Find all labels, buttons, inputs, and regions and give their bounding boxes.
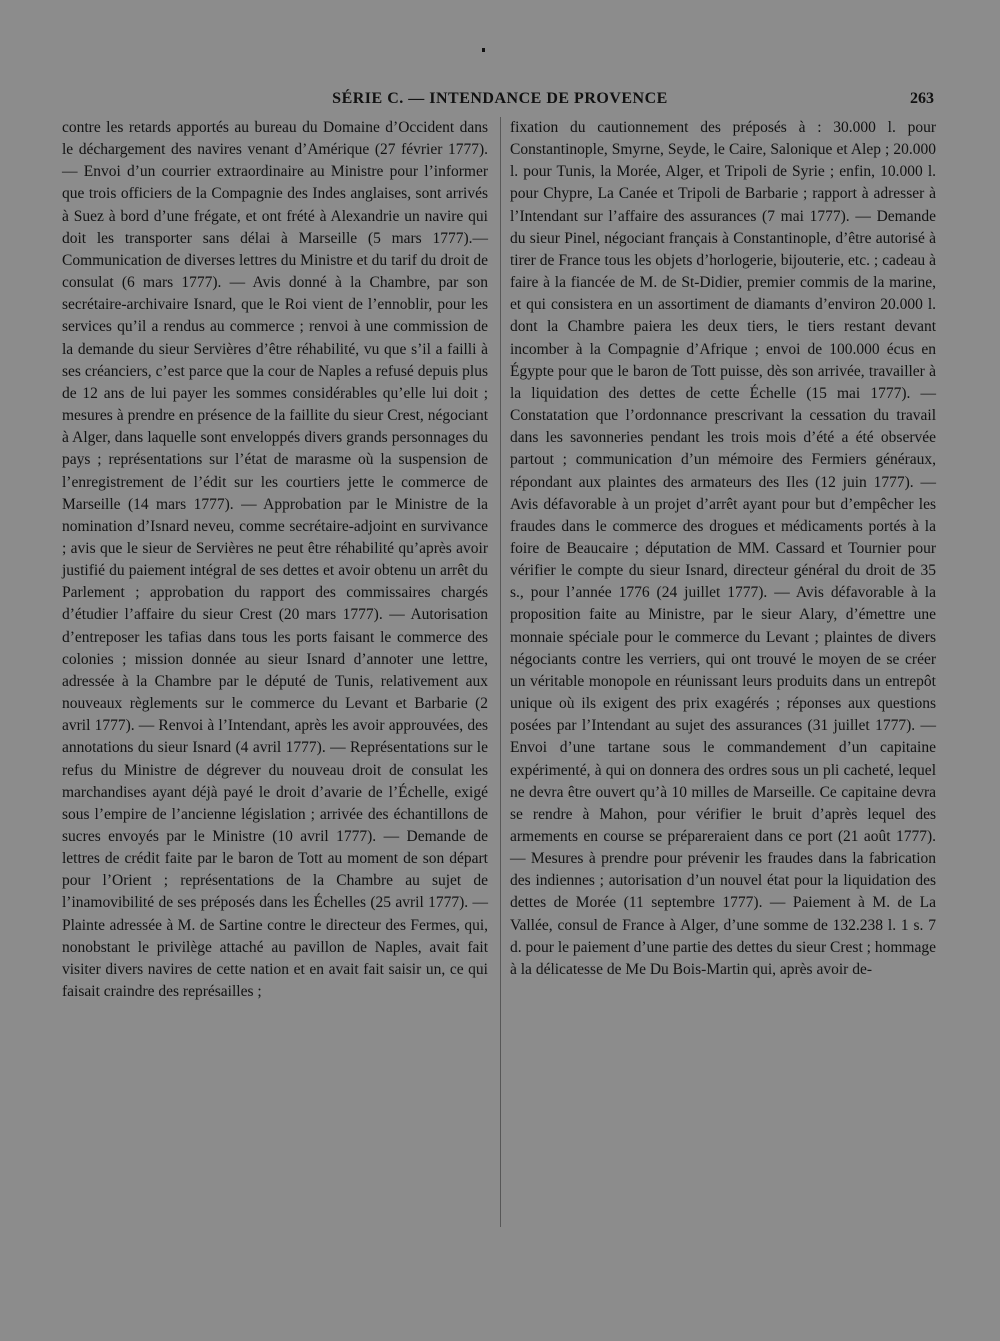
text-column-right: fixation du cautionnement des préposés à : 30.000 l. pour Constantinople, Smyrne, Seyde, le Caire, Salonique et Alep ; 20.000 l. pour Tunis, la Morée, Alger, et Tripoli de Syrie ; enfin, 10.000 l. pour Chypre, La Canée et Tripoli de Barbarie ; rapport à adresser à l’Intendant sur l’affaire des assurances (7 mai 1777). — Demande du sieur Pinel, négociant français à Constantinople, d’être autorisé à tirer de France tous les objets d’horlogerie, bijouterie, etc. ; cadeau à faire à la fiancée de M. de St-Didier, premier commis de la marine, et qui consistera en un assortiment de diamants d’environ 20.000 l. dont la Chambre paiera les deux tiers, le tiers restant devant incomber à la Compagnie d’Afrique ; envoi de 100.000 écus en Égypte pour que le baron de Tott puisse, dès son arrivée, travailler à la liquidation des dettes de cette Échelle (15 mai 1777). — Constatation que l’ordonnance prescrivant la cessation du travail dans les savonneries pendant les trois mois d’été a été observée partout ; communication d’un mémoire des Fermiers généraux, répondant aux plaintes des armateurs des Iles (12 juin 1777). — Avis défavorable à un projet d’arrêt ayant pour but d’empêcher les fraudes dans le commerce des drogues et médicaments portés à la foire de Beaucaire ; députation de MM. Cassard et Tournier pour vérifier le compte du sieur Isnard, directeur général du droit de 35 s., pour l’année 1776 (24 juillet 1777). — Avis défavorable à la proposition faite au Ministre, par le sieur Alary, d’émettre une monnaie spéciale pour le commerce du Levant ; plaintes de divers négociants contre les verriers, qui ont trouvé le moyen de se créer un véritable monopole en réunissant leurs produits dans un entrepôt unique où ils exigent des prix exagérés ; réponses aux questions posées par l’Intendant au sujet des assurances (31 juillet 1777). — Envoi d’une tartane sous le commandement d’un capitaine expérimenté, à qui on donnera des ordres sous un pli cacheté, lequel ne devra être ouvert qu’à 10 milles de Marseille. Ce capitaine devra se rendre à Mahon, pour vérifier le bruit d’après lequel des armements en course se prépareraient dans ce port (21 août 1777). — Mesures à prendre pour prévenir les fraudes dans la fabrication des indiennes ; autorisation d’un nouvel état pour la liquidation des dettes de Morée (11 septembre 1777). — Paiement à M. de La Vallée, consul de France à Alger, d’une somme de 132.238 l. 1 s. 7 d. pour le paiement d’une partie des dettes du sieur Crest ; hommage à la délicatesse de Me Du Bois-Martin qui, après avoir de- xyxy=(510,119,936,978)
page-header xyxy=(60,90,940,112)
text-column-left: contre les retards apportés au bureau du Domaine d’Occident dans le déchargement des navires venant d’Amérique (27 février 1777). — Envoi d’un courrier extraordinaire au Ministre pour l’informer que trois officiers de la Compagnie des Indes anglaises, sont arrivés à Suez à bord d’une frégate, et ont frété à Alexandrie un navire qui doit les transporter sans délai à Marseille (5 mars 1777).— Communication de diverses lettres du Ministre et du tarif du droit de consulat (6 mars 1777). — Avis donné à la Chambre, par son secrétaire-archivaire Isnard, que le Roi vient de l’ennoblir, pour les services qu’il a rendus au commerce ; renvoi à une commission de la demande du sieur Servières d’être réhabilité, vu que s’il a failli à ses créanciers, c’est parce que la cour de Naples a refusé depuis plus de 12 ans de lui payer les sommes considérables qu’elle lui doit ; mesures à prendre en présence de la faillite du sieur Crest, négociant à Alger, dans laquelle sont enveloppés divers grands personnages du pays ; représentations sur l’état de marasme où la suspension de l’enregistrement de l’édit sur les courtiers jette le commerce de Marseille (14 mars 1777). — Approbation par le Ministre de la nomination d’Isnard neveu, comme secrétaire-adjoint en survivance ; avis que le sieur de Servières ne peut être réhabilité qu’après avoir justifié du paiement intégral de ses dettes et avoir obtenu un arrêt du Parlement ; approbation du rapport des commissaires chargés d’étudier l’affaire du sieur Crest (20 mars 1777). — Autorisation d’entreposer les tafias dans tous les ports faisant le commerce des colonies ; mission donnée au sieur Isnard d’annoter une lettre, adressée à la Chambre par le député de Tunis, relativement aux nouveaux règlements sur le commerce du Levant et Barbarie (2 avril 1777). — Renvoi à l’Intendant, après les avoir approuvées, des annotations du sieur Isnard (4 avril 1777). — Représentations sur le refus du Ministre de dégrever du nouveau droit de consulat les marchandises ayant déjà payé le droit d’avarie de l’Échelle, exigé sous l’empire de l’ancienne législation ; arrivée des échantillons de sucres envoyés par le Ministre (10 avril 1777). — Demande de lettres de crédit faite par le baron de Tott au moment de son départ pour l’Orient ; représentations de la Chambre au sujet de l’inamovibilité de ses préposés dans les Échelles (25 avril 1777). — Plainte adressée à M. de Sartine contre le directeur des Fermes, qui, nonobstant le privilège attaché au pavillon de Naples, avait fait visiter divers navires de cette nation et en avait fait saisir un, ce qui faisait craindre des représailles ; xyxy=(62,119,488,1001)
running-title: SÉRIE C. — INTENDANCE DE PROVENCE xyxy=(332,90,668,107)
print-speck xyxy=(482,48,485,52)
page-number: 263 xyxy=(910,90,934,107)
column-divider xyxy=(500,117,501,1227)
